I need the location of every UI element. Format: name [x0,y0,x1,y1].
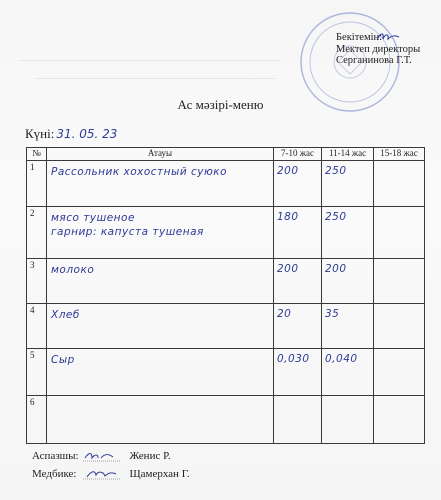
document-title: Ас мәзірі-меню [177,97,264,112]
date-line [25,126,117,142]
portion-11-14: 250 [322,161,374,207]
cook-signature-line [32,449,171,463]
row-number: 3 [27,259,47,304]
row-number: 4 [27,304,47,349]
portion-11-14: 200 [322,259,374,304]
portion-15-18 [374,396,425,444]
dish-name-line: Рассольник хохостный суюко [51,166,228,178]
dish-name [47,207,274,259]
dish-name-line: гарнир: капуста тушеная [51,226,204,238]
dish-name-line: Сыр [51,354,75,366]
nurse-name: Щамерхан Г. [129,467,190,480]
dish-name [47,349,274,396]
table-row [27,396,425,444]
header-number: № [27,148,47,161]
portion-11-14: 250 [322,207,374,259]
portion-7-10: 20 [274,304,322,349]
portion-7-10: 200 [274,161,322,207]
portion-7-10: 200 [274,259,322,304]
table-header-row [27,148,425,161]
cook-name: Женис Р. [129,449,171,462]
approval-line-3: Серганинова Г.Т. [336,55,412,66]
portion-11-14 [322,396,374,444]
dish-name [47,396,274,444]
director-signature-icon [375,30,401,44]
approval-line-2: Мектеп директоры [336,43,421,55]
portion-11-14: 35 [322,304,374,349]
row-number: 1 [27,161,47,207]
table-row [27,304,425,349]
portion-15-18 [374,259,425,304]
menu-table [26,147,425,444]
cook-label: Аспазшы: [32,449,79,462]
header-age-7-10: 7-10 жас [274,148,322,161]
portion-11-14: 0,040 [322,349,374,396]
header-age-11-14: 11-14 жас [322,148,374,161]
header-name: Атауы [47,148,274,161]
dish-name [47,304,274,349]
table-row [27,207,425,259]
faint-divider [20,60,280,61]
dish-name-line: Хлеб [51,309,80,321]
header-age-15-18: 15-18 жас [374,148,425,161]
portion-15-18 [374,349,425,396]
dish-name-line: молоко [51,264,95,276]
portion-7-10: 180 [274,207,322,259]
dish-name [47,161,274,207]
row-number: 5 [27,349,47,396]
portion-7-10 [274,396,322,444]
date-label: Күні: [25,126,55,141]
approval-line-1: Бекітемін: [336,32,383,43]
cook-signature-icon [83,449,121,463]
row-number: 6 [27,396,47,444]
table-row [27,349,425,396]
nurse-signature-line [32,467,190,481]
date-value: 31. 05. 23 [56,127,118,141]
portion-7-10: 0,030 [274,349,322,396]
nurse-signature-icon [83,467,121,481]
row-number: 2 [27,207,47,259]
portion-15-18 [374,304,425,349]
dish-name [47,259,274,304]
table-row [27,161,425,207]
portion-15-18 [374,207,425,259]
portion-15-18 [374,161,425,207]
dish-name-line: мясо тушеное [51,212,135,224]
faint-divider [35,78,275,79]
nurse-label: Медбике: [32,467,77,480]
table-row [27,259,425,304]
